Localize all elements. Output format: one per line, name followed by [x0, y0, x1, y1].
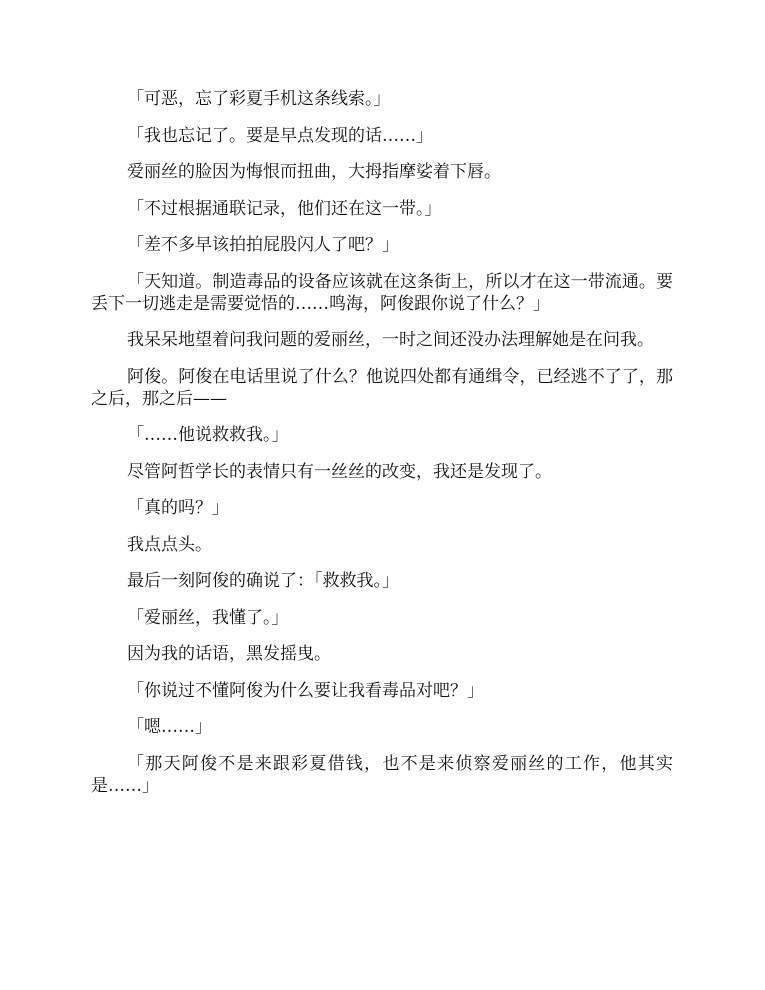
paragraph: 阿俊。阿俊在电话里说了什么？他说四处都有通缉令，已经逃不了了，那之后，那之后—— [91, 366, 673, 409]
paragraph: 我点点头。 [127, 534, 212, 555]
paragraph: 「可恶，忘了彩夏手机这条线索。」 [127, 89, 391, 109]
paragraph: 「天知道。制造毒品的设备应该就在这条街上，所以才在这一带流通。要丢下一切逃走是需要觉悟的……鸣海，阿俊跟你说了什么？」 [91, 271, 673, 314]
paragraph: 最后一刻阿俊的确说了：「救救我。」 [127, 571, 399, 591]
paragraph: 「我也忘记了。要是早点发现的话……」 [127, 125, 433, 146]
paragraph: 我呆呆地望着问我问题的爱丽丝，一时之间还没办法理解她是在问我。 [127, 330, 654, 350]
paragraph: 「不过根据通联记录，他们还在这一带。」 [127, 198, 442, 219]
paragraph: 「那天阿俊不是来跟彩夏借钱，也不是来侦察爱丽丝的工作，他其实是……」 [91, 753, 673, 796]
paragraph: 「嗯……」 [127, 717, 212, 737]
paragraph: 爱丽丝的脸因为悔恨而扭曲，大拇指摩娑着下唇。 [127, 162, 501, 182]
paragraph: 「……他说救救我。」 [127, 425, 289, 445]
paragraph: 「真的吗？」 [127, 498, 229, 518]
document-page [91, 88, 673, 811]
paragraph: 「你说过不懂阿俊为什么要让我看毒品对吧？」 [127, 680, 484, 701]
paragraph: 「差不多早该拍拍屁股闪人了吧？」 [127, 235, 399, 255]
paragraph: 因为我的话语，黑发摇曳。 [127, 644, 331, 664]
paragraph: 「爱丽丝，我懂了。」 [127, 607, 289, 628]
paragraph: 尽管阿哲学长的表情只有一丝丝的改变，我还是发现了。 [127, 461, 552, 482]
